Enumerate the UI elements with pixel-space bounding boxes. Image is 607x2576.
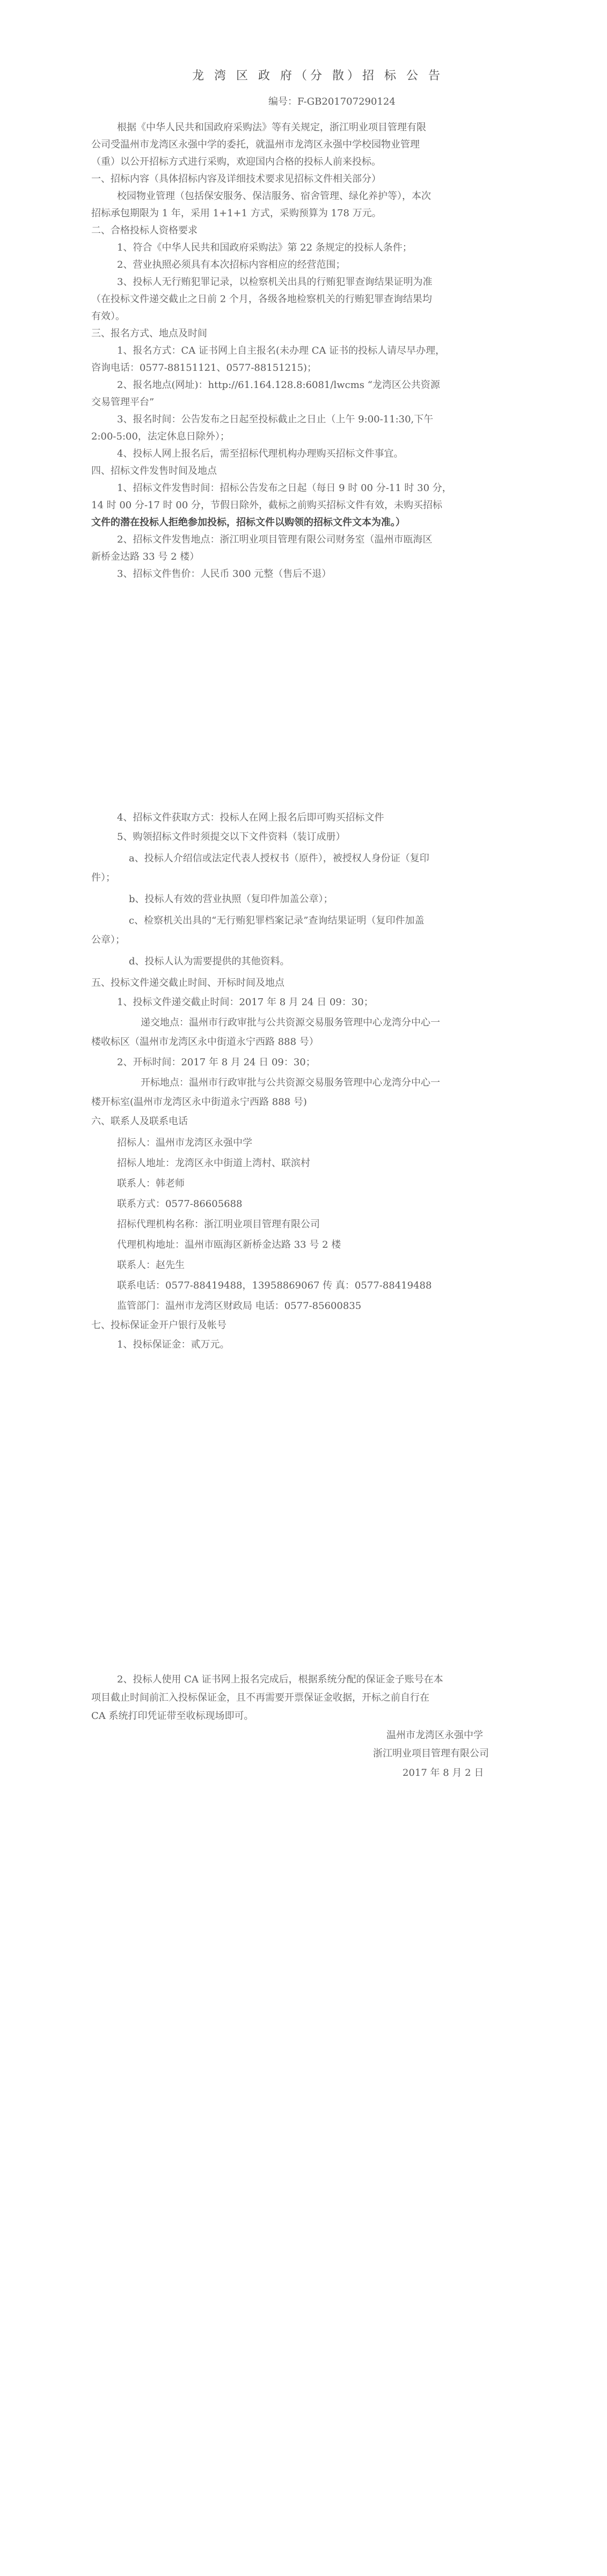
section-4-line: b、投标人有效的营业执照（复印件加盖公章）；	[129, 894, 333, 905]
document-number: 编号：F-GB201707290124	[268, 96, 396, 107]
contact-line: 联系人：赵先生	[117, 1260, 185, 1271]
section-4-line: 3、招标文件售价：人民币 300 元整（售后不退）	[117, 568, 332, 580]
section-4-line: d、投标人认为需要提供的其他资料。	[129, 956, 290, 967]
section-4-line: c、检察机关出具的“无行贿犯罪档案记录”查询结果证明（复印件加盖	[129, 915, 425, 926]
section-3-line: 4、投标人网上报名后，需至招标代理机构办理购买招标文件事宜。	[117, 448, 404, 459]
section-4-line: 文件的潜在投标人拒绝参加投标，招标文件以购领的招标文件文本为准。）	[91, 517, 405, 528]
section-2-line: 1、符合《中华人民共和国政府采购法》第 22 条规定的投标人条件；	[117, 242, 412, 253]
contact-line: 招标人：温州市龙湾区永强中学	[117, 1137, 252, 1148]
section-7-heading: 七、投标保证金开户银行及帐号	[91, 1320, 226, 1331]
section-3-line: 2:00-5:00，法定休息日除外）；	[91, 431, 230, 442]
section-6-heading: 六、联系人及联系电话	[91, 1116, 188, 1127]
section-5-line: 递交地点：温州市行政审批与公共资源交易服务管理中心龙湾分中心一	[141, 1017, 440, 1028]
section-3-line: 2、报名地点(网址)：http://61.164.128.8:6081/lwcms “龙湾区公共资源	[117, 379, 440, 391]
section-3-line: 咨询电话：0577-88151121、0577-88151215)；	[91, 362, 317, 374]
section-5-line: 楼收标区（温州市龙湾区永中街道永宁西路 888 号）	[91, 1036, 319, 1048]
section-4-line: 件）；	[91, 872, 115, 883]
section-2-line: （在投标文件递交截止之日前 2 个月，各级各地检察机关的行贿犯罪查询结果均	[91, 294, 432, 305]
section-4-line: 公章）；	[91, 934, 125, 946]
section-7-line: CA 系统打印凭证带至收标现场即可。	[91, 1710, 254, 1722]
contact-line: 联系人：韩老师	[117, 1178, 185, 1189]
section-3-line: 交易管理平台”	[91, 397, 155, 408]
section-3-heading: 三、报名方式、地点及时间	[91, 328, 207, 339]
contact-line: 招标人地址：龙湾区永中街道上湾村、联滨村	[117, 1158, 310, 1169]
intro-line: 公司受温州市龙湾区永强中学的委托，就温州市龙湾区永强中学校园物业管理	[91, 139, 420, 150]
contact-line: 联系电话：0577-88419488，13958869067 传 真：0577-88419488	[117, 1280, 432, 1291]
section-4-heading: 四、招标文件发售时间及地点	[91, 465, 217, 477]
section-4-line: a、投标人介绍信或法定代表人授权书（原件），被授权人身份证（复印	[129, 853, 429, 864]
section-5-line: 楼开标室(温州市龙湾区永中街道永宁西路 888 号)	[91, 1096, 307, 1108]
section-4-line: 2、招标文件发售地点：浙江明业项目管理有限公司财务室（温州市瓯海区	[117, 534, 433, 545]
section-7-line: 2、投标人使用 CA 证书网上报名完成后，根据系统分配的保证金子账号在本	[117, 1674, 443, 1685]
section-1-line: 招标承包期限为 1 年，采用 1+1+1 方式，采购预算为 178 万元。	[91, 208, 382, 219]
section-1-line: 校园物业管理（包括保安服务、保洁服务、宿舍管理、绿化养护等），本次	[117, 191, 431, 202]
section-2-line: 2、营业执照必须具有本次招标内容相应的经营范围；	[117, 259, 346, 270]
section-1-heading: 一、招标内容（具体招标内容及详细技术要求见招标文件相关部分）	[91, 173, 381, 185]
section-4-line: 4、招标文件获取方式：投标人在网上报名后即可购买招标文件	[117, 812, 384, 823]
section-4-line: 5、购领招标文件时须提交以下文件资料（装订成册）	[117, 831, 346, 843]
section-4-line: 1、招标文件发售时间：招标公告发布之日起（每日 9 时 00 分-11 时 30 分，	[117, 482, 452, 494]
section-3-line: 3、报名时间：公告发布之日起至投标截止之日止（上午 9:00-11:30,下午	[117, 414, 434, 425]
signature-date: 2017 年 8 月 2 日	[403, 1767, 484, 1779]
document-title: 龙 湾 区 政 府（分 散）招 标 公 告	[192, 69, 443, 83]
section-5-line: 1、投标文件递交截止时间：2017 年 8 月 24 日 09：30；	[117, 997, 374, 1008]
intro-line: 根据《中华人民共和国政府采购法》等有关规定，浙江明业项目管理有限	[117, 122, 426, 133]
section-5-line: 开标地点：温州市行政审批与公共资源交易服务管理中心龙湾分中心一	[141, 1077, 440, 1088]
contact-line: 联系方式：0577-86605688	[117, 1198, 243, 1210]
signature-org-agency: 浙江明业项目管理有限公司	[373, 1748, 489, 1759]
section-5-line: 2、开标时间：2017 年 8 月 24 日 09：30；	[117, 1057, 316, 1068]
section-2-heading: 二、合格投标人资格要求	[91, 225, 198, 236]
section-7-line: 项目截止时间前汇入投标保证金，且不再需要开票保证金收据，开标之前自行在	[91, 1692, 429, 1703]
section-4-line: 14 时 00 分-17 时 00 分，节假日除外，截标之前购买招标文件有效，未购买招标	[91, 500, 443, 511]
contact-line: 监管部门：温州市龙湾区财政局 电话：0577-85600835	[117, 1300, 362, 1312]
section-2-line: 有效）。	[91, 311, 125, 322]
section-5-heading: 五、投标文件递交截止时间、开标时间及地点	[91, 977, 284, 989]
contact-line: 招标代理机构名称：浙江明业项目管理有限公司	[117, 1219, 320, 1230]
intro-line: （重）以公开招标方式进行采购，欢迎国内合格的投标人前来投标。	[91, 156, 381, 167]
section-2-line: 3、投标人无行贿犯罪记录，以检察机关出具的行贿犯罪查询结果证明为准	[117, 276, 433, 288]
section-3-line: 1、报名方式：CA 证书网上自主报名(未办理 CA 证书的投标人请尽早办理，	[117, 345, 445, 356]
section-4-line: 新桥金达路 33 号 2 楼）	[91, 551, 200, 562]
section-7-line: 1、投标保证金：贰万元。	[117, 1339, 230, 1350]
signature-org-school: 温州市龙湾区永强中学	[386, 1730, 483, 1741]
contact-line: 代理机构地址：温州市瓯海区新桥金达路 33 号 2 楼	[117, 1239, 341, 1250]
